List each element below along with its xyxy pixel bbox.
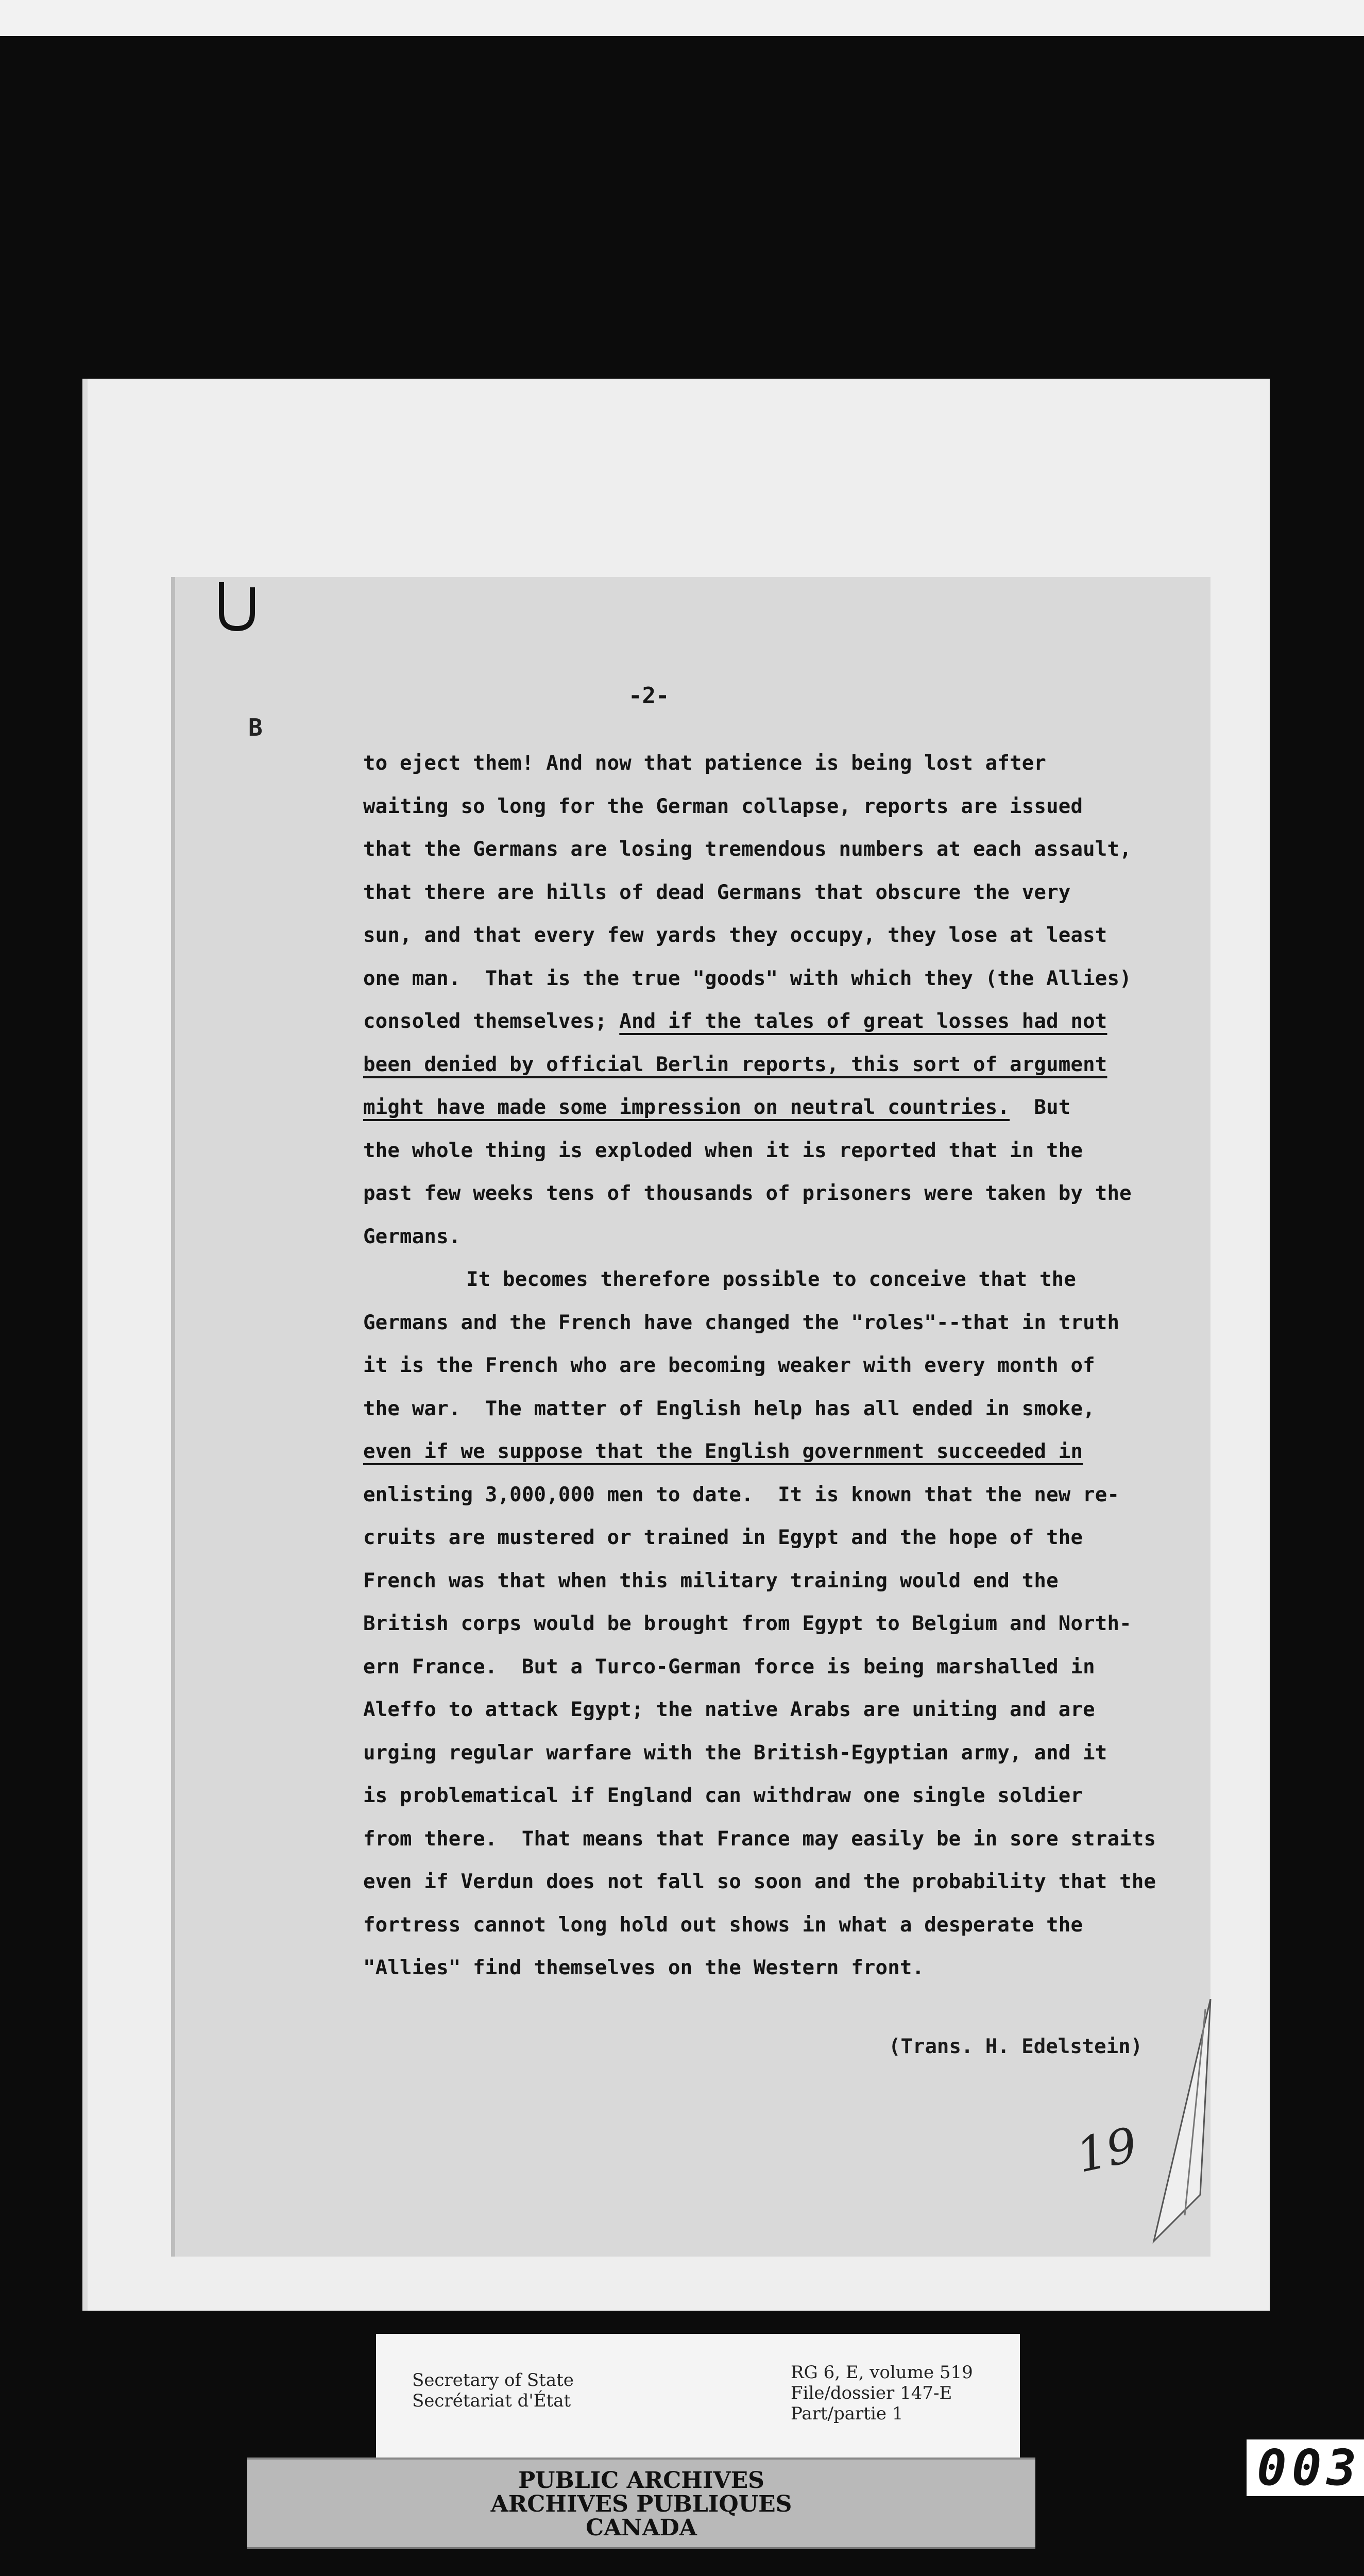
underlined-text: even if we suppose that the English government succeeded in [363, 1440, 1083, 1463]
label-dept-fr: Secrétariat d'État [412, 2391, 571, 2411]
text-span: French was that when this military training would end the [363, 1569, 1059, 1592]
text-span: it is the French who are becoming weaker with every month of [363, 1354, 1095, 1377]
text-line [363, 1043, 1208, 1087]
letter-body [363, 742, 1208, 1990]
label-right-block [791, 2362, 973, 2424]
text-span: Aleffo to attack Egypt; the native Arabs are uniting and are [363, 1698, 1095, 1721]
text-line [363, 1086, 1208, 1129]
text-span: Germans and the French have changed the "roles"--that in truth [363, 1311, 1120, 1334]
text-line [363, 742, 1208, 785]
text-line [363, 1560, 1208, 1603]
text-span: consoled themselves; [363, 1010, 620, 1033]
text-line [363, 1646, 1208, 1689]
text-line [363, 1430, 1208, 1473]
strip-line-2: ARCHIVES PUBLIQUES [490, 2491, 792, 2517]
text-line [363, 1000, 1208, 1043]
label-file: File/dossier 147-E [791, 2383, 952, 2403]
underlined-text: might have made some impression on neutral countries. [363, 1096, 1010, 1119]
underlined-text: And if the tales of great losses had not [619, 1010, 1107, 1033]
text-line [363, 1473, 1208, 1517]
text-line [363, 1301, 1208, 1345]
text-line [363, 1516, 1208, 1560]
text-span: from there. That means that France may easily be in sore straits [363, 1827, 1156, 1851]
text-span: ern France. But a Turco-German force is being marshalled in [363, 1655, 1095, 1679]
text-span: enlisting 3,000,000 men to date. It is known that the new re- [363, 1483, 1120, 1506]
archive-strip [247, 2458, 1035, 2549]
text-line [363, 1344, 1208, 1387]
text-span: cruits are mustered or trained in Egypt and the hope of the [363, 1526, 1083, 1549]
side-mark: B [248, 714, 263, 741]
label-part: Part/partie 1 [791, 2403, 903, 2424]
page-number: -2- [628, 683, 670, 709]
text-span: waiting so long for the German collapse, reports are issued [363, 794, 1083, 818]
text-span: Germans. [363, 1225, 461, 1248]
handwritten-folio-mark: 19 [1071, 2116, 1142, 2184]
text-line [363, 1904, 1208, 1947]
underlined-text: been denied by official Berlin reports, this sort of argument [363, 1053, 1107, 1076]
text-span: the war. The matter of English help has all ended in smoke, [363, 1397, 1095, 1420]
label-volume: RG 6, E, volume 519 [791, 2362, 973, 2383]
text-span: that the Germans are losing tremendous numbers at each assault, [363, 838, 1132, 861]
text-span: to eject them! And now that patience is being lost after [363, 752, 1047, 775]
text-line [363, 957, 1208, 1001]
text-span: It becomes therefore possible to conceive that the [466, 1268, 1076, 1291]
strip-line-1: PUBLIC ARCHIVES [518, 2467, 764, 2494]
text-span: But [1010, 1096, 1071, 1119]
text-line [363, 1732, 1208, 1775]
label-dept-en: Secretary of State [412, 2370, 574, 2391]
text-line [363, 1129, 1208, 1173]
text-span: British corps would be brought from Egypt to Belgium and North- [363, 1612, 1132, 1635]
text-line [363, 1387, 1208, 1431]
text-line [363, 1818, 1208, 1861]
label-left-block [412, 2370, 574, 2411]
paper-clip-mark [211, 577, 273, 639]
strip-line-3: CANADA [586, 2515, 697, 2541]
text-span: is problematical if England can withdraw one single soldier [363, 1784, 1083, 1807]
archive-strip-text [247, 2469, 1035, 2540]
text-line [363, 914, 1208, 957]
text-span: one man. That is the true "goods" with which they (the Allies) [363, 967, 1132, 990]
text-line [363, 1774, 1208, 1818]
text-span: "Allies" find themselves on the Western front. [363, 1956, 925, 1979]
text-span: even if Verdun does not fall so soon and the probability that the [363, 1870, 1156, 1893]
text-line [363, 1258, 1208, 1301]
text-line [363, 828, 1208, 871]
text-span: fortress cannot long hold out shows in what a desperate the [363, 1913, 1083, 1937]
translator-credit: (Trans. H. Edelstein) [889, 2035, 1143, 2058]
text-line [363, 1688, 1208, 1732]
frame-number: 003 [1247, 2439, 1364, 2496]
text-line [363, 1946, 1208, 1990]
film-top-edge [0, 0, 1364, 36]
text-span: urging regular warfare with the British-Egyptian army, and it [363, 1741, 1107, 1765]
text-span: the whole thing is exploded when it is reported that in the [363, 1139, 1083, 1162]
text-line [363, 1215, 1208, 1259]
text-span: past few weeks tens of thousands of prisoners were taken by the [363, 1182, 1132, 1205]
text-line [363, 1172, 1208, 1215]
text-line [363, 1602, 1208, 1646]
text-line [363, 1860, 1208, 1904]
text-line [363, 785, 1208, 828]
text-span: that there are hills of dead Germans that obscure the very [363, 880, 1071, 904]
text-line [363, 871, 1208, 914]
text-span: sun, and that every few yards they occupy, they lose at least [363, 924, 1107, 947]
